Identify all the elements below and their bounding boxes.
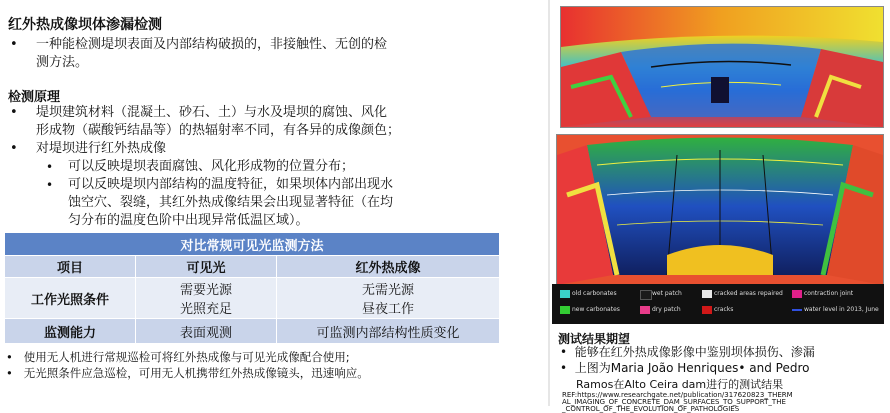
table-row — [5, 278, 500, 319]
principle-bullet-2: • 对堤坝进行红外热成像 — [10, 141, 167, 156]
legend-label: cracked areas repaired — [714, 290, 783, 297]
legend-label: new carbonates — [572, 306, 620, 313]
legend-label: cracks — [714, 306, 734, 313]
results-bullet-1: • 能够在红外热成像影像中鉴别坝体损伤、渗漏 — [560, 345, 815, 359]
intro-bullet: • 一种能检测堤坝表面及内部结构破损的，非接触性、无创的检 测方法。 — [10, 37, 388, 70]
table-caption: 对比常规可见光监测方法 — [5, 233, 500, 256]
legend-swatch — [792, 290, 802, 298]
reference-line: AL_IMAGING_OF_CONCRETE_DAM_SURFACES_TO_SUPPORT_THE — [562, 398, 786, 406]
results-bullet-2-line2: Ramos在Alto Ceira dam进行的测试结果 — [576, 378, 784, 391]
sub-bullet-1: • 可以反映堤坝表面腐蚀、风化形成物的位置分布； — [46, 159, 355, 174]
legend-swatch — [640, 290, 652, 300]
main-title: 红外热成像坝体渗漏检测 — [8, 17, 162, 33]
legend-label: dry patch — [652, 306, 681, 313]
reference-line: _CONTROL_OF_THE_EVOLUTION_OF_PATHOLOGIES — [562, 405, 740, 413]
table-cell: 无需光源 昼夜工作 — [277, 278, 500, 319]
legend-swatch — [792, 309, 802, 311]
thermal-image-top — [560, 6, 884, 128]
legend-label: water level in 2013, June — [804, 306, 879, 313]
thermal-image-bottom — [556, 134, 884, 286]
table-row — [5, 319, 500, 344]
table-cell: 监测能力 — [5, 319, 136, 344]
thermal-legend — [552, 284, 884, 324]
principle-bullet-1: • 堤坝建筑材料（混凝土、砂石、土）与水及堤坝的腐蚀、风化 形成物（碳酸钙结晶等）的热辐射率不同，有各异的成像颜色； — [10, 105, 401, 138]
legend-swatch — [702, 306, 712, 314]
table-cell: 工作光照条件 — [5, 278, 136, 319]
sub-bullet-2: • 可以反映堤坝内部结构的温度特征，如果坝体内部出现水 蚀空穴、裂缝，其红外热成像结果会出现显著特征（在均 匀分布的温度色阶中出现异常低温区域）。 — [46, 177, 394, 228]
results-title: 测试结果期望 — [558, 332, 631, 346]
table-cell: 表面观测 — [136, 319, 277, 344]
note-1: • 使用无人机进行常规巡检可将红外热成像与可见光成像配合使用; — [6, 350, 350, 364]
table-header: 项目 — [5, 256, 136, 278]
legend-swatch — [640, 306, 650, 314]
right-panel — [548, 0, 890, 413]
legend-swatch — [560, 290, 570, 298]
table-header: 可见光 — [136, 256, 277, 278]
note-2: • 无光照条件应急巡检，可用无人机携带红外热成像镜头，迅速响应。 — [6, 366, 369, 380]
table-header: 红外热成像 — [277, 256, 500, 278]
table-cell: 可监测内部结构性质变化 — [277, 319, 500, 344]
legend-label: old carbonates — [572, 290, 617, 297]
legend-swatch — [560, 306, 570, 314]
reference: REF:https://www.researchgate.net/publication/317620823_THERM AL_IMAGING_OF_CONCRETE_DAM_SURFACES_TO_SUPPORT_THE _CONTROL_OF_THE_EVOLUTION_OF_PATHOLOGIES — [562, 392, 882, 413]
legend-label: contraction joint — [804, 290, 854, 297]
table-cell: 需要光源 光照充足 — [136, 278, 277, 319]
results-bullet-2: • 上图为Maria João Henriques• and Pedro — [560, 361, 810, 375]
legend-swatch — [702, 290, 712, 298]
comparison-table — [4, 232, 500, 344]
legend-label: wet patch — [652, 290, 682, 297]
principle-title: 检测原理 — [8, 90, 61, 105]
